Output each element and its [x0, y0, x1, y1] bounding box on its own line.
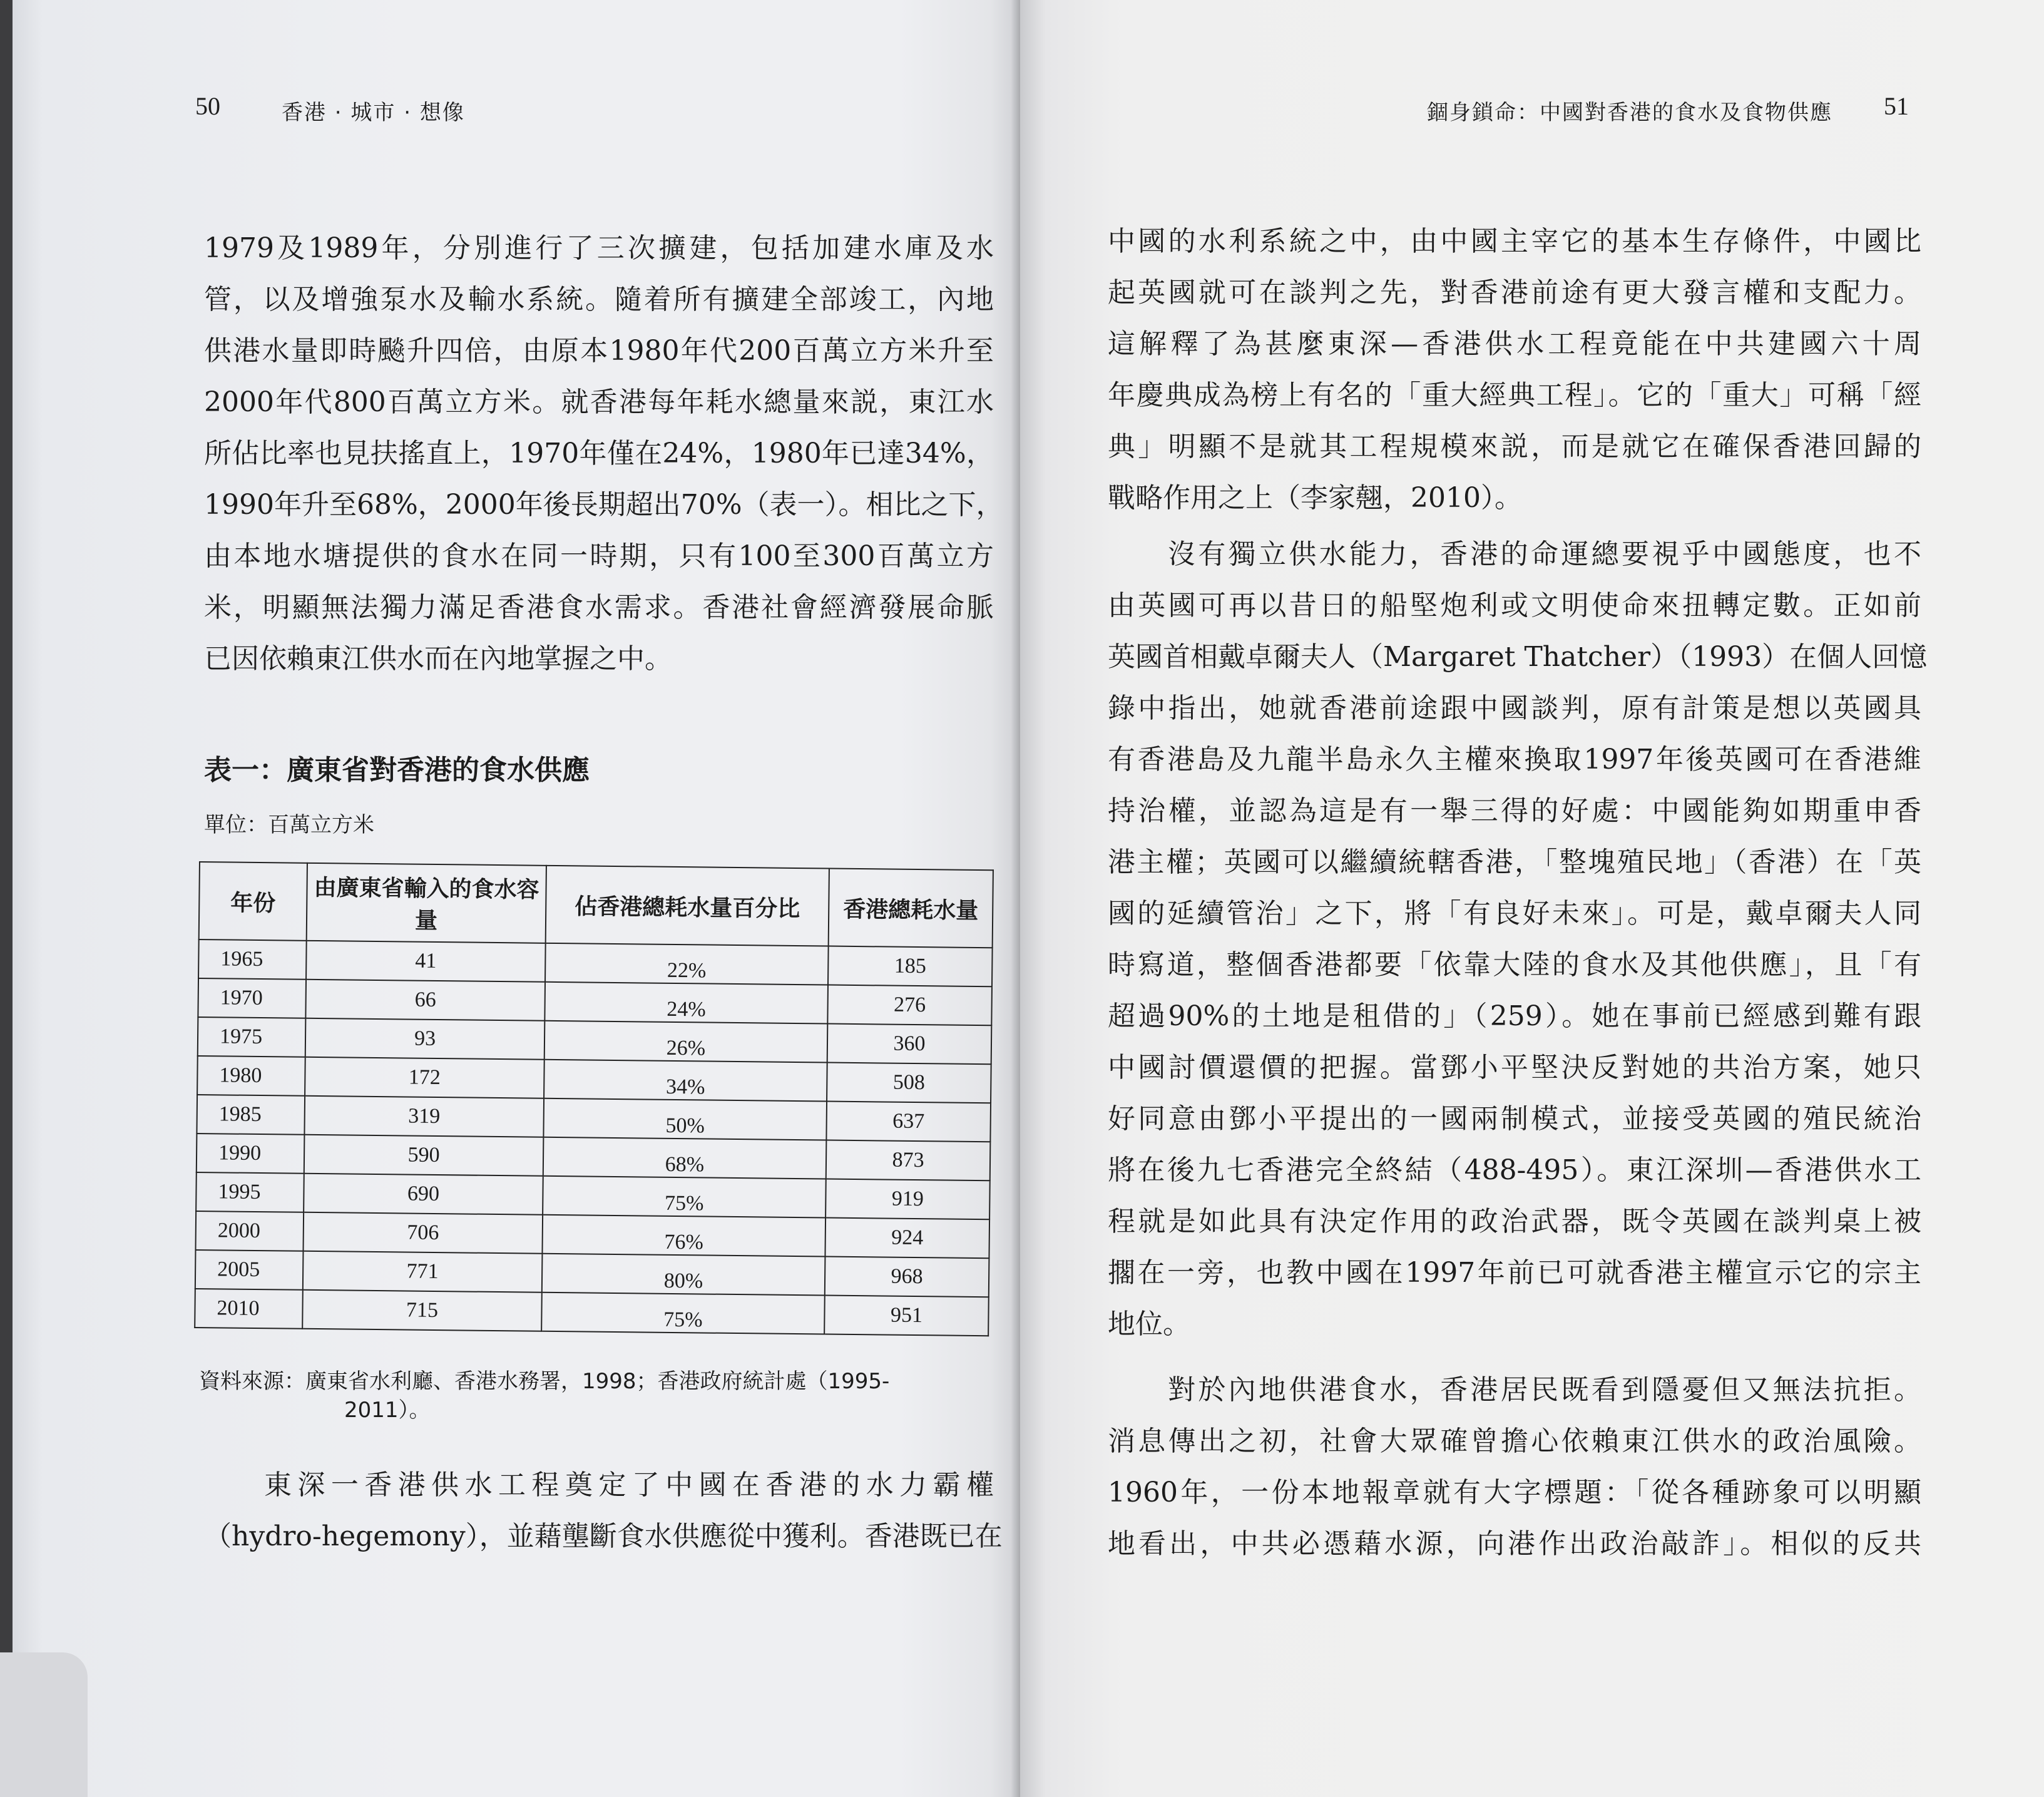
- text-line: 已因依賴東江供水而在內地掌握之中。: [204, 643, 672, 675]
- text-line: 時寫道，整個香港都要「依靠大陸的食水及其他供應」，且「有: [1108, 949, 1921, 981]
- cell-percentage: 80%: [542, 1254, 825, 1296]
- text-line: 中國討價還價的把握。當鄧小平堅決反對她的共治方案，她只: [1108, 1052, 1921, 1083]
- cell-percentage: 76%: [542, 1215, 825, 1257]
- text-line: 港主權；英國可以繼續統轄香港，「整塊殖民地」（香港）在「英: [1108, 846, 1921, 878]
- table-unit: 單位：百萬立方米: [204, 812, 374, 837]
- cell-year: 2005: [195, 1250, 304, 1290]
- left-paragraph-1: [204, 223, 1004, 685]
- left-page: [13, 0, 1020, 1797]
- text-line: 年慶典成為榜上有名的「重大經典工程」。它的「重大」可稱「經: [1108, 379, 1921, 411]
- cell-total: 924: [825, 1218, 989, 1259]
- water-supply-table: [194, 861, 994, 1336]
- text-line: 由本地水塘提供的食水在同一時期，只有100至300百萬立方: [204, 540, 994, 572]
- header-percentage: 佔香港總耗水量百分比: [546, 866, 829, 946]
- cell-percentage: 50%: [543, 1098, 827, 1140]
- cell-year: 2010: [195, 1289, 303, 1329]
- cell-year: 1970: [198, 978, 306, 1018]
- text-line: 持治權，並認為這是有一舉三得的好處：中國能夠如期重申香: [1108, 795, 1921, 827]
- text-line: 典」明顯不是就其工程規模來説，而是就它在確保香港回歸的: [1108, 431, 1921, 463]
- text-line: 起英國就可在談判之先，對香港前途有更大發言權和支配力。: [1108, 277, 1921, 309]
- text-line: 1960年，一份本地報章就有大字標題：「從各種跡象可以明顯: [1108, 1477, 1921, 1508]
- text-line: 國的延續管治」之下，將「有良好未來」。可是，戴卓爾夫人同: [1108, 898, 1921, 929]
- cell-year: 1990: [197, 1134, 305, 1174]
- text-line: 沒有獨立供水能力，香港的命運總要視乎中國態度，也不: [1168, 538, 1921, 570]
- text-line: 對於內地供港食水，香港居民既看到隱憂但又無法抗拒。: [1168, 1374, 1921, 1406]
- text-line: 有香港島及九龍半島永久主權來換取1997年後英國可在香港維: [1108, 744, 1921, 776]
- text-line: 地位。: [1108, 1308, 1190, 1340]
- running-head-left: 香港 · 城市 · 想像: [282, 100, 465, 125]
- cell-year: 1995: [196, 1172, 304, 1212]
- text-line: 米，明顯無法獨力滿足香港食水需求。香港社會經濟發展命脈: [204, 591, 994, 623]
- right-page: [1020, 0, 2044, 1797]
- cell-year: 1980: [197, 1056, 305, 1096]
- header-year: 年份: [199, 862, 307, 941]
- cell-total: 637: [826, 1102, 991, 1142]
- running-head-right: 錮身鎖命：中國對香港的食水及食物供應: [1427, 100, 1832, 125]
- table-source: [199, 1367, 994, 1425]
- cell-total: 360: [827, 1024, 992, 1065]
- cell-import: 690: [304, 1174, 543, 1215]
- header-import-volume: 由廣東省輸入的食水容量: [307, 863, 546, 943]
- cell-import: 715: [302, 1290, 542, 1331]
- text-line: 戰略作用之上（李家翹，2010）。: [1108, 482, 1522, 514]
- cell-import: 93: [305, 1018, 545, 1060]
- cell-percentage: 24%: [544, 982, 828, 1024]
- cell-year: 1965: [198, 939, 307, 980]
- cell-percentage: 34%: [544, 1060, 827, 1102]
- cell-import: 66: [305, 980, 545, 1021]
- cell-total: 968: [825, 1257, 989, 1298]
- cell-import: 590: [304, 1135, 544, 1176]
- cell-year: 1975: [198, 1017, 306, 1057]
- text-line: 擱在一旁，也教中國在1997年前已可就香港主權宣示它的宗主: [1108, 1257, 1921, 1289]
- cell-year: 2000: [195, 1211, 304, 1251]
- text-line: 管，以及增強泵水及輸水系統。隨着所有擴建全部竣工，內地: [204, 284, 994, 315]
- right-paragraph-1: [1108, 216, 1921, 524]
- cell-percentage: 26%: [544, 1021, 828, 1063]
- table-row: [195, 1289, 989, 1336]
- cell-import: 41: [306, 941, 546, 982]
- text-line: 1979及1989年，分別進行了三次擴建，包括加建水庫及水: [204, 232, 994, 264]
- cell-total: 919: [825, 1179, 990, 1220]
- text-line: 程就是如此具有決定作用的政治武器，既令英國在談判桌上被: [1108, 1206, 1921, 1237]
- cell-percentage: 68%: [543, 1137, 827, 1179]
- left-paragraph-2: [204, 1460, 1003, 1562]
- cell-total: 508: [827, 1063, 991, 1103]
- page-number-left: 50: [195, 92, 220, 120]
- cell-import: 319: [304, 1096, 544, 1137]
- table-body: [195, 939, 992, 1336]
- text-line: 地看出，中共必憑藉水源，向港作出政治敲詐」。相似的反共: [1108, 1528, 1921, 1560]
- right-paragraph-2: [1108, 529, 1928, 1350]
- table-source-line-1: 資料來源：廣東省水利廳、香港水務署，1998；香港政府統計處（1995-: [199, 1369, 890, 1394]
- right-paragraph-3: [1108, 1364, 1921, 1570]
- cell-total: 951: [824, 1296, 989, 1336]
- text-line: 所佔比率也見扶搖直上，1970年僅在24%，1980年已達34%，: [204, 438, 994, 469]
- table-source-line-2: 2011）。: [344, 1398, 431, 1423]
- cell-total: 185: [828, 946, 993, 987]
- cell-total: 276: [827, 985, 992, 1026]
- table-title: 表一：廣東省對香港的食水供應: [204, 754, 590, 786]
- cell-import: 706: [303, 1212, 543, 1254]
- cell-total: 873: [826, 1140, 991, 1181]
- text-line: 將在後九七香港完全終結（488-495）。東江深圳—香港供水工: [1108, 1154, 1921, 1186]
- thumb-shadow: [0, 1652, 88, 1797]
- table-header-row: [199, 862, 993, 948]
- text-line: 中國的水利系統之中，由中國主宰它的基本生存條件，中國比: [1108, 225, 1921, 257]
- text-line: 供港水量即時飈升四倍，由原本1980年代200百萬立方米升至: [204, 335, 994, 367]
- cell-percentage: 22%: [545, 943, 829, 985]
- text-line: 東深一香港供水工程奠定了中國在香港的水力霸權: [264, 1469, 994, 1501]
- text-line: 消息傳出之初，社會大眾確曾擔心依賴東江供水的政治風險。: [1108, 1425, 1921, 1457]
- text-line: 這解釋了為甚麼東深—香港供水工程竟能在中共建國六十周: [1108, 328, 1921, 360]
- header-total-consumption: 香港總耗水量: [829, 869, 993, 948]
- cell-percentage: 75%: [541, 1293, 825, 1334]
- cell-import: 172: [305, 1057, 544, 1098]
- text-line: 超過90%的土地是租借的」（259）。她在事前已經感到難有跟: [1108, 1000, 1921, 1032]
- page-number-right: 51: [1884, 92, 1909, 120]
- text-line: 錄中指出，她就香港前途跟中國談判，原有計策是想以英國具: [1108, 692, 1921, 724]
- cell-percentage: 75%: [543, 1176, 826, 1218]
- cell-import: 771: [303, 1251, 543, 1293]
- text-line: 由英國可再以昔日的船堅炮利或文明使命來扭轉定數。正如前: [1108, 590, 1921, 622]
- text-line: 好同意由鄧小平提出的一國兩制模式，並接受英國的殖民統治: [1108, 1103, 1921, 1135]
- cell-year: 1985: [197, 1095, 305, 1135]
- text-line: 1990年升至68%，2000年後長期超出70%（表一）。相比之下，: [204, 489, 1004, 521]
- text-line: （hydro-hegemony），並藉壟斷食水供應從中獲利。香港既已在: [204, 1520, 1003, 1552]
- text-line: 英國首相戴卓爾夫人（Margaret Thatcher）（1993）在個人回憶: [1108, 641, 1928, 673]
- text-line: 2000年代800百萬立方米。就香港每年耗水總量來説，東江水: [204, 386, 994, 418]
